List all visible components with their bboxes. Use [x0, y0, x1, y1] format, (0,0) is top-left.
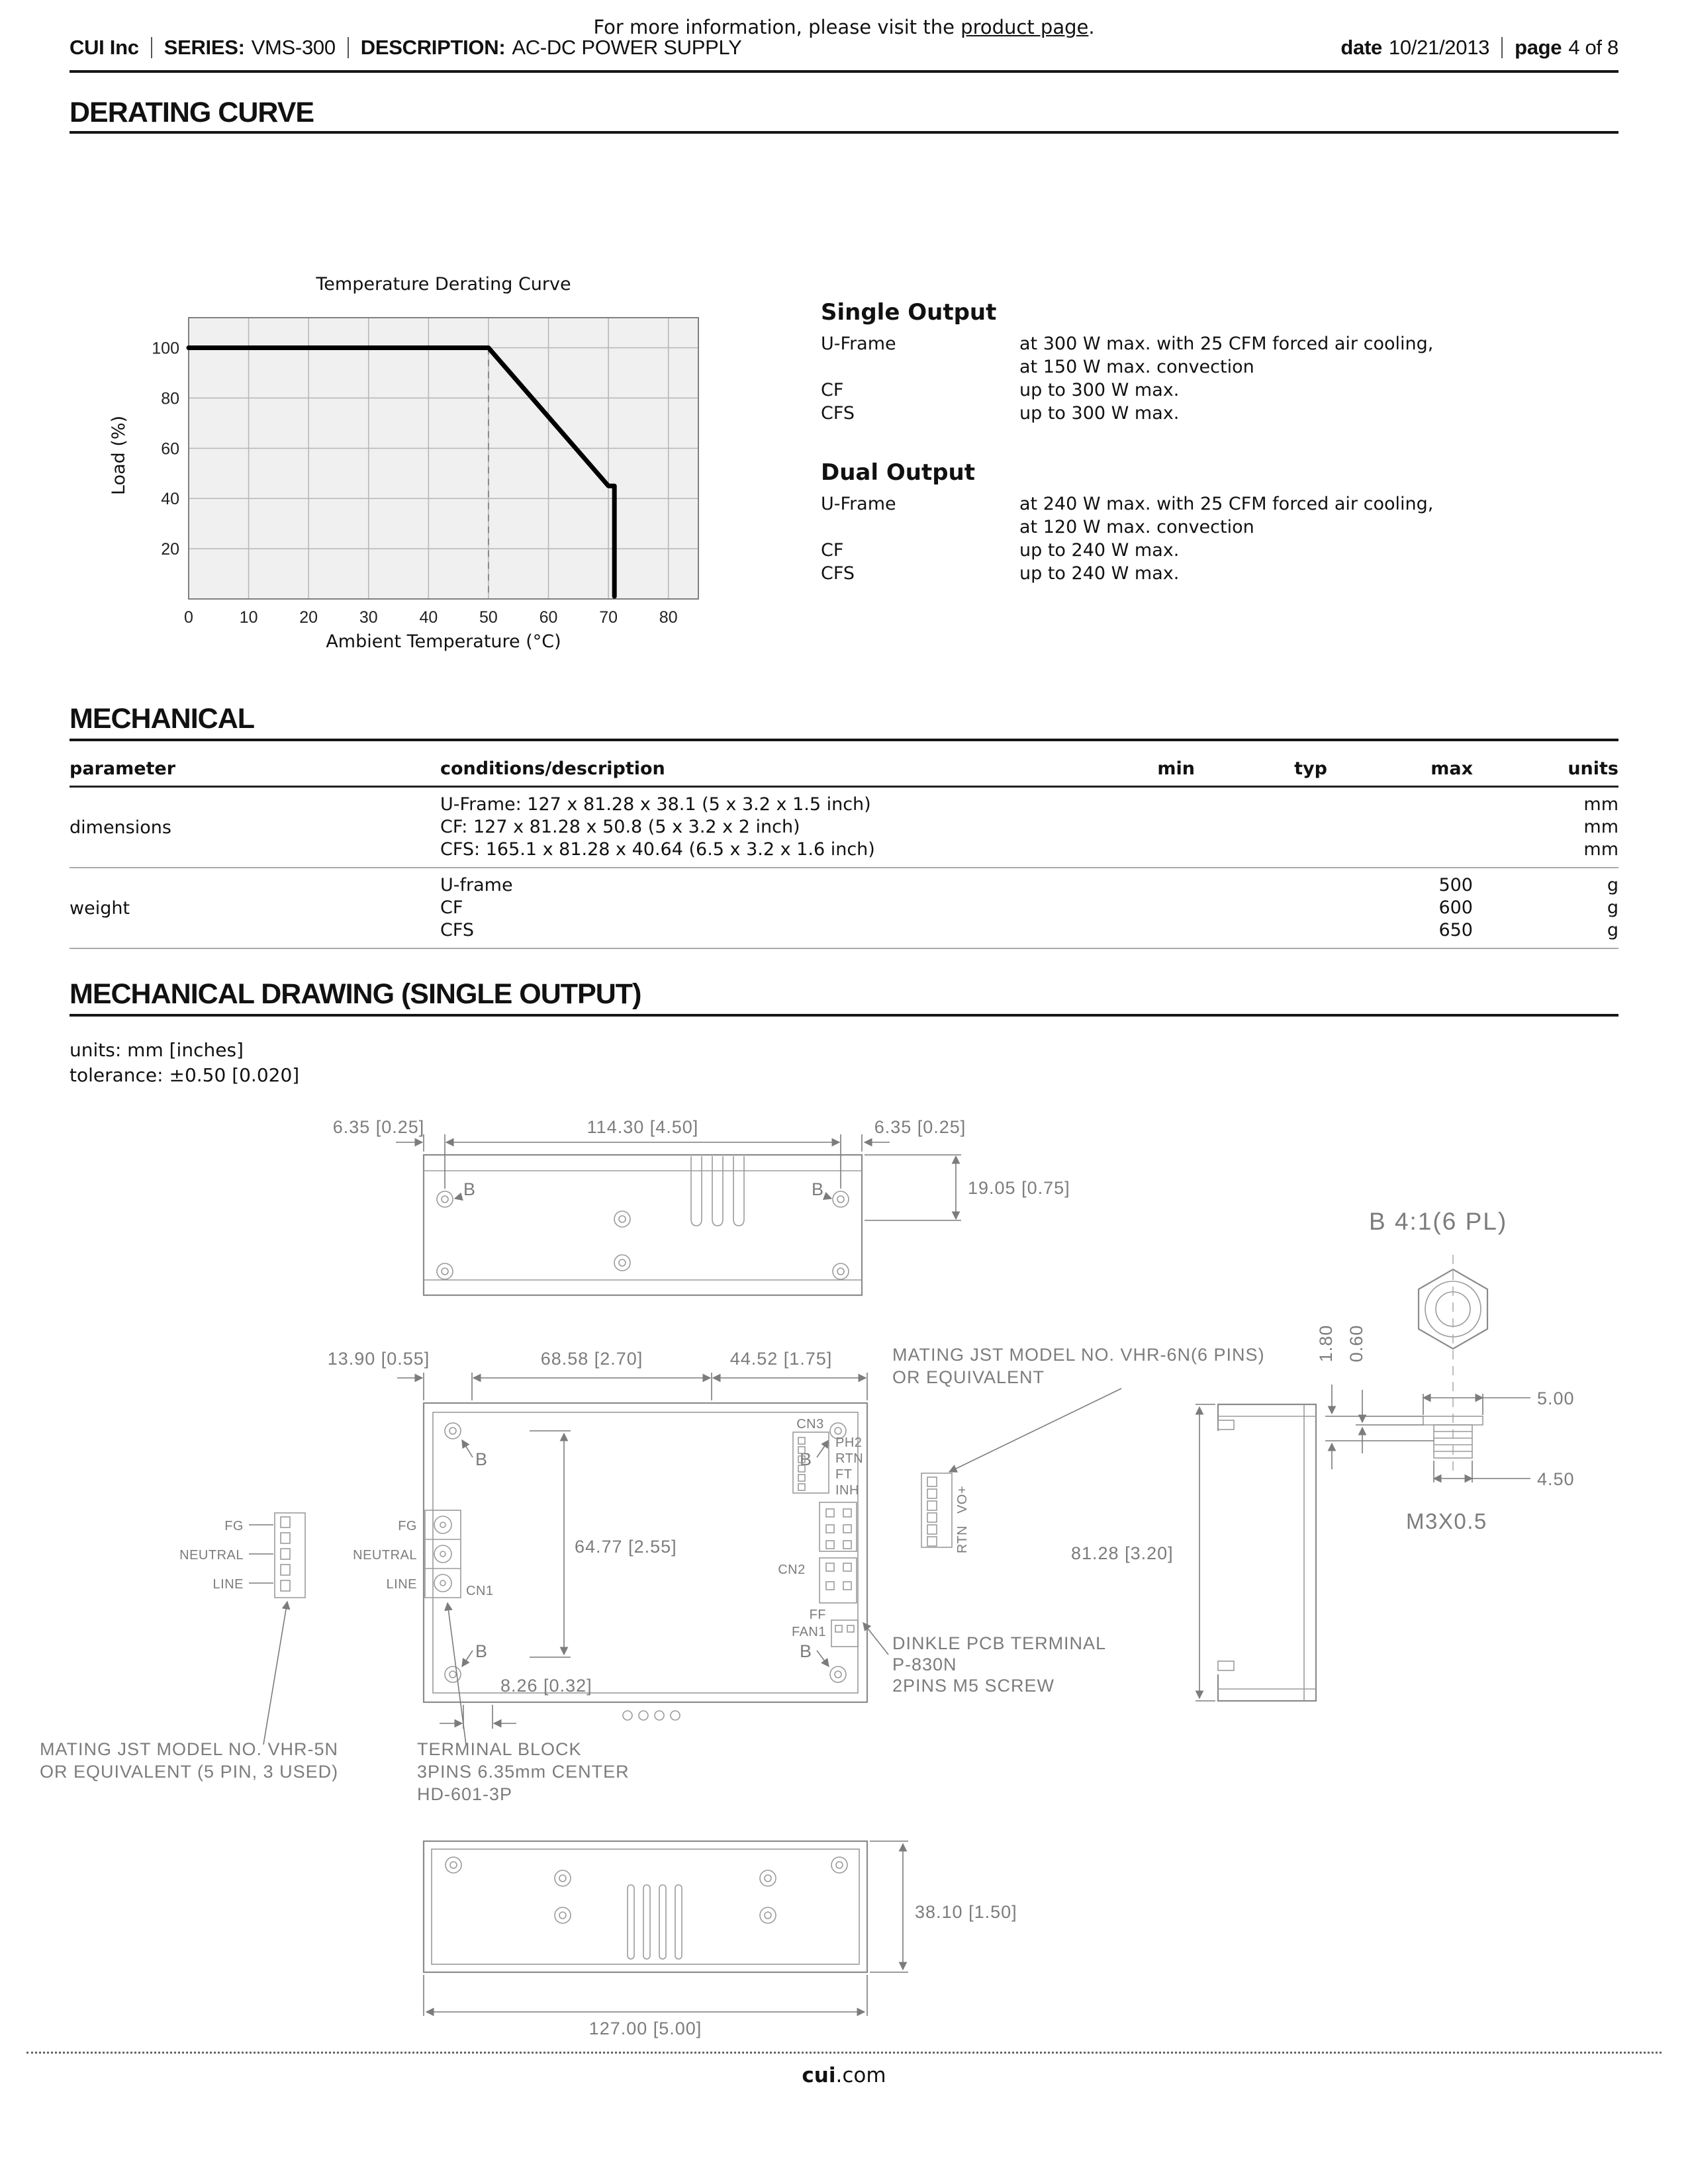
spec-row [821, 402, 1635, 425]
chart-title: Temperature Derating Curve [316, 274, 571, 295]
spec-row [821, 492, 1635, 516]
desc-cell: CF: 127 x 81.28 x 50.8 (5 x 3.2 x 2 inch) [440, 817, 800, 837]
spec-name: U-Frame [821, 494, 896, 514]
jst5-note-line1: MATING JST MODEL NO. VHR-5N [40, 1739, 339, 1759]
detail-b-dimensions [1325, 1385, 1530, 1482]
typ-cell [1195, 816, 1327, 839]
typ-cell [1195, 839, 1327, 861]
spec-name: CF [821, 540, 844, 561]
series-value: VMS-300 [251, 36, 336, 59]
spec-row [821, 332, 1635, 355]
units-cell: mm [1583, 817, 1618, 837]
footer-site-bold: cui [802, 2064, 836, 2087]
desc-cell: CF [440, 897, 463, 918]
dim-19_05: 19.05 [0.75] [968, 1178, 1070, 1198]
cn1-terminal-block [425, 1510, 494, 1598]
dim-81_28: 81.28 [3.20] [1071, 1543, 1174, 1563]
cn2-connector [778, 1558, 857, 1603]
front-view-dimensions [396, 1134, 961, 1220]
mechanical-section-title: MECHANICAL [70, 703, 255, 735]
dim-1_80: 1.80 [1316, 1324, 1336, 1363]
ff-label: FF [809, 1608, 826, 1622]
fg-label: FG [224, 1519, 244, 1533]
fan1-label: FAN1 [791, 1625, 826, 1639]
doc-header-left [70, 36, 741, 60]
header-rule [70, 70, 1618, 73]
mechanical-table [70, 753, 1618, 949]
typ-cell [1195, 794, 1327, 816]
table-row [70, 788, 1618, 868]
side-view-dimensions [1196, 1404, 1215, 1701]
fg-label: FG [398, 1519, 417, 1533]
line-label: LINE [212, 1577, 244, 1592]
units-cell: mm [1583, 794, 1618, 815]
min-cell [1072, 919, 1195, 942]
desc-cell: U-Frame: 127 x 81.28 x 38.1 (5 x 3.2 x 1.5 inch) [440, 794, 871, 815]
y-tick-label: 100 [152, 339, 179, 358]
max-cell: 650 [1438, 920, 1473, 940]
x-tick-label: 10 [239, 608, 258, 627]
front-view [333, 1117, 1070, 1295]
cn1-label: CN1 [466, 1584, 494, 1598]
min-cell [1072, 839, 1195, 861]
spec-desc: up to 300 W max. [1019, 403, 1180, 424]
series-label: SERIES: [164, 36, 245, 59]
jst5-note-line2: OR EQUIVALENT (5 PIN, 3 USED) [40, 1762, 339, 1782]
max-cell [1327, 794, 1473, 816]
dinkle-note-line1: DINKLE PCB TERMINAL [892, 1633, 1107, 1653]
thread-spec: M3X0.5 [1406, 1509, 1487, 1533]
jst6-note-line1: MATING JST MODEL NO. VHR-6N(6 PINS) [892, 1345, 1265, 1365]
drawing-section-rule [70, 1014, 1618, 1017]
spec-desc: at 240 W max. with 25 CFM forced air cooling, [1019, 494, 1434, 514]
header-separator [1501, 37, 1503, 58]
product-page-link[interactable]: product page [961, 16, 1089, 38]
spec-desc: at 120 W max. convection [1019, 517, 1254, 537]
spec-name: CFS [821, 563, 855, 584]
spec-desc: up to 240 W max. [1019, 540, 1180, 561]
dim-38_10: 38.10 [1.50] [915, 1902, 1017, 1922]
min-cell [1072, 874, 1195, 897]
x-tick-label: 80 [659, 608, 678, 627]
doc-header-right [1340, 36, 1618, 60]
typ-cell [1195, 874, 1327, 897]
page-label: page [1515, 36, 1562, 59]
spec-row [821, 539, 1635, 562]
pin-label: INH [835, 1483, 859, 1498]
top-note [0, 16, 1688, 38]
y-tick-label: 40 [161, 490, 179, 509]
table-subrow [440, 816, 1618, 839]
y-tick-label: 20 [161, 540, 179, 559]
line-label: LINE [386, 1577, 417, 1592]
derating-chart-svg [99, 271, 761, 668]
derating-section-rule [70, 131, 1618, 134]
spec-desc: at 300 W max. with 25 CFM forced air cooling, [1019, 334, 1434, 354]
typ-cell [1195, 897, 1327, 919]
hole-callout-b: B [475, 1641, 489, 1661]
max-cell: 600 [1438, 897, 1473, 918]
units-note: units: mm [inches] [70, 1039, 244, 1061]
bottom-view [424, 1841, 1017, 2038]
side-view [1071, 1404, 1316, 1701]
desc-cell: CFS [440, 920, 475, 940]
hole-callout-b: B [800, 1449, 813, 1469]
table-header-row [70, 753, 1618, 788]
col-header-conditions: conditions/description [440, 758, 665, 779]
dual-output-block [821, 459, 1635, 585]
derating-output-specs [821, 299, 1635, 585]
hole-callout-b: B [800, 1641, 813, 1661]
desc-cell: U-frame [440, 875, 513, 895]
rtn-label: RTN [955, 1525, 970, 1554]
dim-5_00: 5.00 [1537, 1388, 1575, 1408]
bottom-view-holes [445, 1857, 847, 1923]
units-cell: g [1607, 875, 1618, 895]
pin-label: PH2 [835, 1435, 863, 1450]
chart-y-axis-label: Load (%) [109, 415, 129, 495]
min-cell [1072, 794, 1195, 816]
typ-cell [1195, 919, 1327, 942]
x-tick-label: 60 [539, 608, 558, 627]
cn2-label: CN2 [778, 1563, 806, 1577]
mechanical-section-rule [70, 739, 1618, 741]
mating-connector-6pin [921, 1473, 970, 1553]
mating-connector-5pin [249, 1513, 305, 1598]
spec-name [821, 516, 1019, 539]
tolerance-note: tolerance: ±0.50 [0.020] [70, 1064, 300, 1086]
footer-site [0, 2064, 1688, 2087]
x-tick-label: 20 [299, 608, 318, 627]
pin-label: RTN [835, 1451, 864, 1466]
vent-fins [691, 1156, 744, 1226]
spec-desc: at 150 W max. convection [1019, 357, 1254, 377]
dim-13_90: 13.90 [0.55] [327, 1349, 430, 1369]
table-subrow [440, 839, 1618, 861]
company-name: CUI Inc [70, 36, 139, 59]
pcb-view [40, 1345, 1265, 1804]
max-cell [1327, 839, 1473, 861]
cn3-label: CN3 [796, 1417, 824, 1432]
single-output-title: Single Output [821, 299, 997, 326]
dual-output-title: Dual Output [821, 459, 976, 486]
detail-b-title: B 4:1(6 PL) [1369, 1208, 1508, 1235]
spec-name: CFS [821, 403, 855, 424]
x-tick-label: 40 [419, 608, 438, 627]
dim-114_30: 114.30 [4.50] [586, 1117, 699, 1137]
output-connector [820, 1502, 857, 1551]
spec-row [821, 516, 1635, 539]
dim-4_50: 4.50 [1537, 1469, 1575, 1489]
x-tick-label: 30 [359, 608, 378, 627]
description-value: AC-DC POWER SUPPLY [512, 36, 742, 59]
desc-cell: CFS: 165.1 x 81.28 x 40.64 (6.5 x 3.2 x 1.6 inch) [440, 839, 875, 860]
spec-row [821, 379, 1635, 402]
y-tick-label: 60 [161, 439, 179, 459]
spec-row [821, 562, 1635, 585]
col-header-units: units [1568, 758, 1618, 779]
tb-note-line3: HD-601-3P [417, 1784, 513, 1804]
spec-name: U-Frame [821, 334, 896, 354]
row-lines [440, 874, 1618, 942]
y-tick-label: 80 [161, 389, 179, 408]
tb-note-line2: 3PINS 6.35mm CENTER [417, 1762, 630, 1782]
x-tick-label: 50 [479, 608, 498, 627]
header-separator [151, 37, 152, 58]
dinkle-note-line3: 2PINS M5 SCREW [892, 1676, 1055, 1696]
min-cell [1072, 816, 1195, 839]
max-cell: 500 [1438, 875, 1473, 895]
tb-note-line1: TERMINAL BLOCK [417, 1739, 582, 1759]
max-cell [1327, 816, 1473, 839]
dim-6_35-left: 6.35 [0.25] [332, 1117, 425, 1137]
dim-6_35-right: 6.35 [0.25] [874, 1117, 966, 1137]
hole-callout-b: B [475, 1449, 489, 1469]
dinkle-note-line2: P-830N [892, 1655, 957, 1674]
top-note-text: For more information, please visit the [593, 16, 961, 38]
spec-row [821, 355, 1635, 379]
table-row [70, 868, 1618, 949]
footer-site-rest: .com [835, 2064, 886, 2087]
description-label: DESCRIPTION: [360, 36, 506, 59]
single-output-block [821, 299, 1635, 425]
doc-header [70, 36, 1618, 60]
bottom-vent-holes [623, 1711, 680, 1720]
row-lines [440, 794, 1618, 861]
parameter-cell: dimensions [70, 817, 171, 838]
col-header-max: max [1430, 758, 1473, 779]
col-header-min: min [1157, 758, 1195, 779]
table-subrow [440, 794, 1618, 816]
top-note-suffix: . [1088, 16, 1095, 38]
derating-section-title: DERATING CURVE [70, 97, 314, 128]
min-cell [1072, 897, 1195, 919]
table-subrow [440, 919, 1618, 942]
dim-8_26: 8.26 [0.32] [500, 1676, 592, 1696]
neutral-label: NEUTRAL [179, 1548, 244, 1563]
dim-127_00: 127.00 [5.00] [588, 2019, 702, 2038]
drawing-section-title: MECHANICAL DRAWING (SINGLE OUTPUT) [70, 978, 641, 1010]
hole-callout-b: B [463, 1179, 477, 1199]
pin-label: FT [835, 1467, 853, 1482]
jst6-note-line2: OR EQUIVALENT [892, 1367, 1045, 1387]
hole-callout-b: B [812, 1179, 825, 1199]
spec-name [821, 355, 1019, 379]
x-tick-label: 70 [599, 608, 618, 627]
spec-desc: up to 240 W max. [1019, 563, 1180, 584]
date-label: date [1340, 36, 1382, 59]
units-cell: g [1607, 897, 1618, 918]
dim-68_58: 68.58 [2.70] [540, 1349, 643, 1369]
x-tick-label: 0 [184, 608, 193, 627]
table-subrow [440, 897, 1618, 919]
col-header-typ: typ [1294, 758, 1327, 779]
date-value: 10/21/2013 [1388, 36, 1490, 59]
neutral-label: NEUTRAL [353, 1548, 417, 1563]
mechanical-drawing [0, 1092, 1688, 2058]
dim-0_60: 0.60 [1346, 1324, 1366, 1363]
screw-holes [437, 1191, 849, 1279]
units-cell: mm [1583, 839, 1618, 860]
spec-desc: up to 300 W max. [1019, 380, 1180, 400]
spec-name: CF [821, 380, 844, 400]
detail-b [1316, 1208, 1575, 1533]
page-number: 4 of 8 [1568, 36, 1618, 59]
units-cell: g [1607, 920, 1618, 940]
chart-x-axis-label: Ambient Temperature (°C) [326, 631, 561, 652]
vo-plus-label: VO+ [955, 1485, 970, 1514]
parameter-cell: weight [70, 897, 130, 919]
col-header-parameter: parameter [70, 758, 176, 779]
dim-64_77: 64.77 [2.55] [575, 1537, 677, 1557]
plot-area [189, 318, 698, 599]
dim-44_52: 44.52 [1.75] [729, 1349, 833, 1369]
bottom-view-vents [628, 1885, 682, 1959]
header-separator [348, 37, 349, 58]
footer-rule [26, 2052, 1662, 2054]
table-subrow [440, 874, 1618, 897]
